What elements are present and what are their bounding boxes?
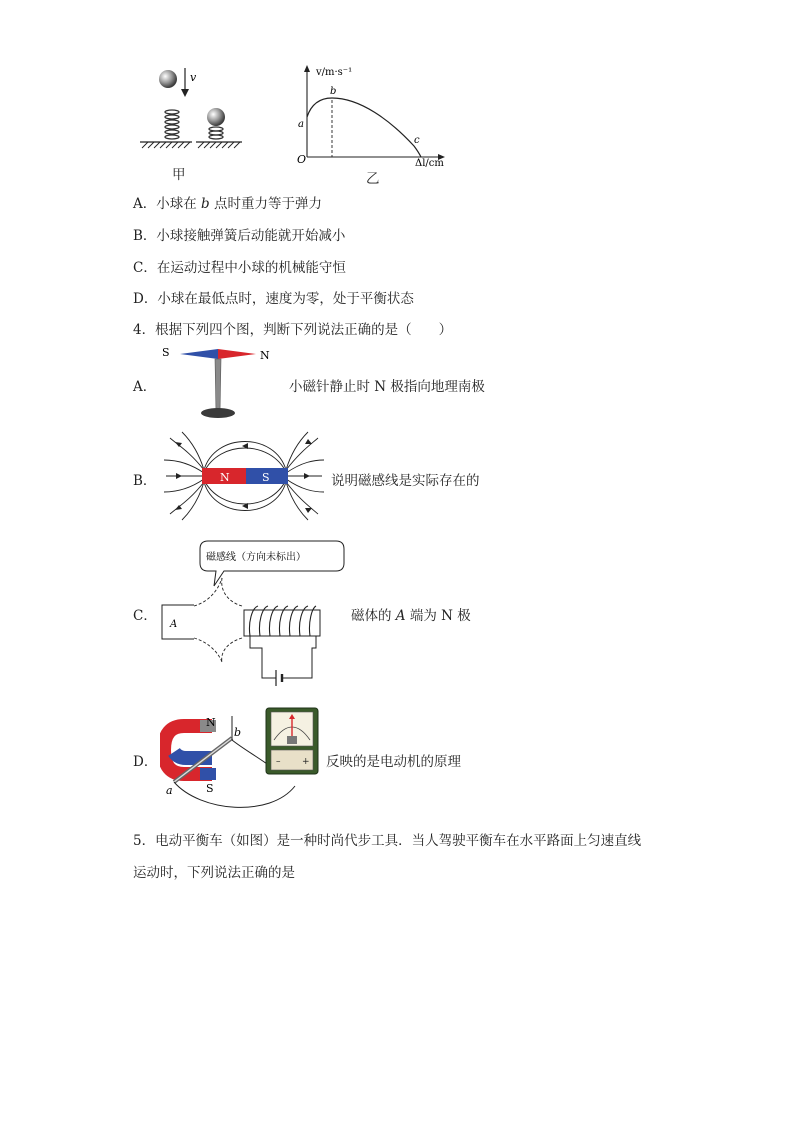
q4-option-b-text: 说明磁感线是实际存在的 <box>331 473 480 489</box>
q4-option-b-letter[interactable]: B． <box>133 473 157 489</box>
q4-option-a-letter[interactable]: A． <box>133 379 157 395</box>
velocity-curve <box>307 98 421 157</box>
magnet-n-label: N <box>220 471 230 484</box>
needle-south-half <box>180 349 218 359</box>
option-letter: B． <box>133 228 157 244</box>
q4-option-c-text <box>351 604 471 624</box>
callout-text: 磁感线（方向未标出） <box>206 552 306 563</box>
option-letter: C． <box>133 260 157 276</box>
compressed-ball <box>207 108 225 126</box>
needle-north-half <box>218 349 256 359</box>
pole-n-label: N <box>206 716 216 729</box>
figure-yi-label: 乙 <box>366 171 380 187</box>
needle-base <box>201 408 235 418</box>
option-text: 小球在 <box>156 196 202 212</box>
generator-diagram <box>160 700 320 818</box>
pole-south-tip <box>200 768 216 780</box>
velocity-label: v <box>190 71 197 84</box>
point-a-label: a <box>298 119 304 130</box>
svg-text:–: – <box>276 757 281 767</box>
q4-figure-c <box>158 536 348 694</box>
compass-needle-diagram <box>160 340 280 425</box>
option-italic: b <box>201 196 210 212</box>
q4-option-a-text: 小磁针静止时 N 极指向地理南极 <box>289 379 485 395</box>
q3-option-a[interactable] <box>133 192 322 212</box>
magnet-block <box>162 605 194 639</box>
solenoid-field-diagram <box>158 536 348 694</box>
q4-stem: 4．根据下列四个图，判断下列说法正确的是（ ） <box>133 322 453 338</box>
dashed-field-lines <box>194 578 242 662</box>
x-axis-label: Δl/cm <box>415 158 444 167</box>
option-text: 在运动过程中小球的机械能守恒 <box>156 260 346 276</box>
figure-jia-label: 甲 <box>172 167 186 183</box>
needle-s-label: S <box>162 346 170 359</box>
option-italic: A <box>395 608 406 624</box>
y-axis-label: v/m·s⁻¹ <box>316 67 353 78</box>
option-letter: A． <box>133 196 157 212</box>
point-b-label: b <box>330 86 337 97</box>
option-text: 小球接触弹簧后动能就开始减小 <box>156 228 346 244</box>
q4-option-c-letter[interactable]: C． <box>133 608 157 624</box>
q4-option-d-text: 反映的是电动机的原理 <box>326 754 461 770</box>
spring-compressed <box>209 127 223 139</box>
spring-uncompressed <box>165 110 179 139</box>
option-text: 小球在最低点时，速度为零，处于平衡状态 <box>157 291 414 307</box>
figure-jia <box>130 62 245 187</box>
origin-label: O <box>297 153 307 166</box>
wire-b <box>232 740 270 766</box>
q4-option-d-letter[interactable]: D． <box>133 754 158 770</box>
magnet-a-label: A <box>170 619 178 630</box>
q4-figure-d <box>160 700 320 818</box>
q4-figure-b <box>160 430 328 522</box>
q5-stem-line2: 运动时，下列说法正确的是 <box>133 865 295 881</box>
ball-spring-diagram <box>130 62 245 187</box>
velocity-compression-graph <box>290 62 465 167</box>
falling-ball <box>159 70 177 88</box>
needle-stand <box>215 359 221 412</box>
option-letter: D． <box>133 291 158 307</box>
end-a-label: a <box>166 784 173 797</box>
option-text: 点时重力等于弹力 <box>209 196 322 212</box>
horseshoe-magnet <box>164 726 212 774</box>
svg-text:+: + <box>302 757 310 767</box>
needle-n-label: N <box>260 349 270 362</box>
q5-stem-line1: 5．电动平衡车（如图）是一种时尚代步工具．当人驾驶平衡车在水平路面上匀速直线 <box>133 833 642 849</box>
wire-a <box>174 782 295 807</box>
point-c-label: c <box>414 135 420 146</box>
option-text: 磁体的 <box>351 608 396 624</box>
bar-magnet-field-diagram <box>160 430 328 522</box>
q3-option-b[interactable] <box>133 224 345 244</box>
q4-figure-a <box>160 340 280 425</box>
magnet-s-label: S <box>262 471 270 484</box>
pole-s-label: S <box>206 782 214 795</box>
option-text: 端为 N 极 <box>405 608 471 624</box>
circuit-wires <box>250 636 316 678</box>
q3-option-d[interactable] <box>133 287 414 307</box>
end-b-label: b <box>234 726 242 739</box>
q3-option-c[interactable] <box>133 256 346 276</box>
figure-yi <box>290 62 465 167</box>
galvanometer <box>266 708 318 774</box>
